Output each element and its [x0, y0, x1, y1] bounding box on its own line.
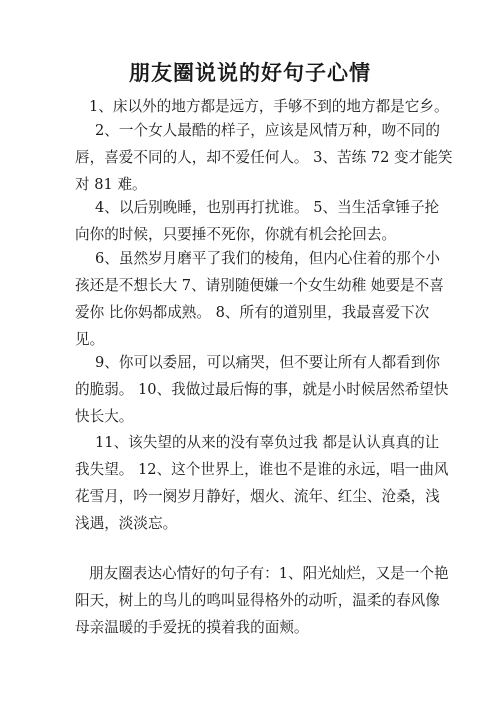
paragraph-line: 9、你可以委屈，可以痛哭，但不要让所有人都看到你	[95, 354, 440, 371]
paragraph-line: 花雪月，吟一阕岁月静好，烟火、流年、红尘、沧桑，浅	[75, 488, 440, 505]
paragraph-line: 唇，喜爱不同的人，却不爱任何人。 3、苦练 72 变才能笑	[75, 149, 453, 166]
paragraph-line: 阳天，树上的鸟儿的鸣叫显得格外的动听，温柔的春风像	[75, 592, 440, 609]
paragraph-7	[75, 560, 449, 641]
paragraph-2	[75, 117, 453, 198]
paragraph-3	[75, 194, 440, 248]
paragraph-line: 朋友圈表达心情好的句子有：1、阳光灿烂，又是一个艳	[89, 565, 449, 582]
paragraph-line: 见。	[75, 331, 105, 348]
paragraph-line: 2、一个女人最酷的样子，应该是风情万种，吻不同的	[95, 122, 440, 139]
paragraph-line: 我失望。 12、这个世界上，谁也不是谁的永远，唱一曲风	[75, 461, 449, 478]
paragraph-line: 4、以后别晚睡，也别再打扰谁。 5、当生活拿锤子抡	[95, 199, 440, 216]
paragraph-line: 对 81 难。	[75, 176, 147, 193]
paragraph-line: 快长大。	[75, 408, 134, 425]
paragraph-6	[75, 429, 449, 537]
paragraph-4	[75, 245, 444, 353]
paragraph-5	[75, 349, 449, 430]
paragraph-line: 爱你 比你妈都成熟。 8、所有的道别里，我最喜爱下次	[75, 304, 430, 321]
paragraph-line: 的脆弱。 10、我做过最后悔的事，就是小时候居然希望快	[75, 381, 449, 398]
paragraph-line: 孩还是不想长大 7、请别随便嫌一个女生幼稚 她要是不喜	[75, 277, 444, 294]
document-title: 朋友圈说说的好句子心情	[129, 60, 371, 85]
paragraph-line: 浅遇，淡淡忘。	[75, 515, 178, 532]
paragraph-line: 1、床以外的地方都是远方，手够不到的地方都是它乡。	[89, 98, 449, 115]
paragraph-line: 11、该失望的从来的没有辜负过我 都是认认真真的让	[95, 434, 440, 451]
paragraph-line: 向你的时候，只要捶不死你，你就有机会抡回去。	[75, 226, 397, 243]
paragraph-line: 母亲温暖的手爱抚的摸着我的面颊。	[75, 619, 309, 636]
paragraph-1	[75, 93, 449, 120]
paragraph-line: 6、虽然岁月磨平了我们的棱角，但内心住着的那个小	[95, 250, 440, 267]
